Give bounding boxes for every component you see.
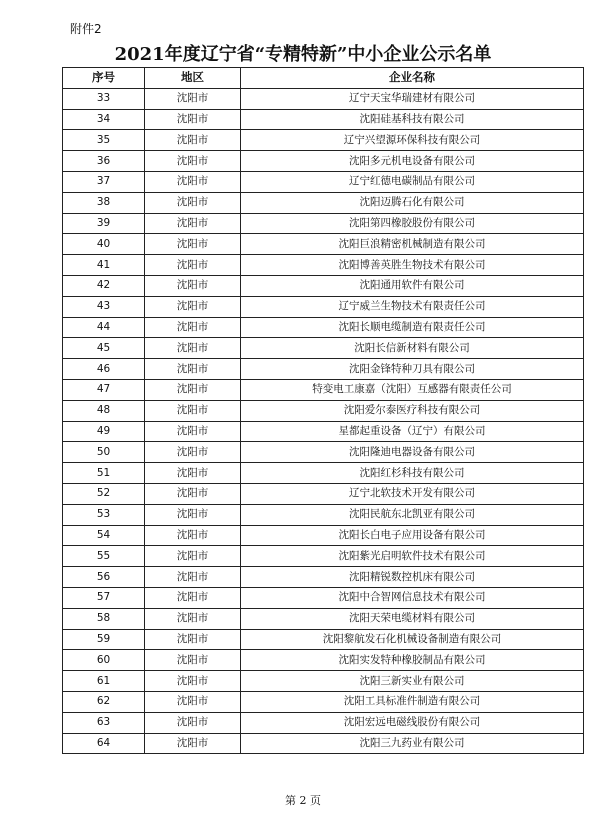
cell-region: 沈阳市 [145,608,241,629]
cell-company-name: 辽宁北软技术开发有限公司 [241,483,584,504]
cell-company-name: 沈阳工具标准件制造有限公司 [241,691,584,712]
cell-index: 37 [63,171,145,192]
cell-region: 沈阳市 [145,171,241,192]
cell-company-name: 沈阳民航东北凯亚有限公司 [241,504,584,525]
header-index: 序号 [63,68,145,89]
cell-index: 41 [63,255,145,276]
cell-index: 60 [63,650,145,671]
cell-region: 沈阳市 [145,650,241,671]
table-row [63,421,584,442]
cell-region: 沈阳市 [145,587,241,608]
cell-company-name: 沈阳中合智网信息技术有限公司 [241,587,584,608]
table-row [63,442,584,463]
table-row [63,733,584,754]
cell-index: 53 [63,504,145,525]
table-row [63,525,584,546]
cell-company-name: 沈阳博善英胜生物技术有限公司 [241,255,584,276]
cell-region: 沈阳市 [145,192,241,213]
cell-company-name: 沈阳通用软件有限公司 [241,275,584,296]
cell-company-name: 沈阳三九药业有限公司 [241,733,584,754]
cell-region: 沈阳市 [145,671,241,692]
cell-index: 43 [63,296,145,317]
table-row [63,379,584,400]
cell-company-name: 沈阳宏远电磁线股份有限公司 [241,712,584,733]
cell-company-name: 沈阳实发特种橡胶制品有限公司 [241,650,584,671]
cell-region: 沈阳市 [145,567,241,588]
cell-company-name: 沈阳天荣电缆材料有限公司 [241,608,584,629]
cell-region: 沈阳市 [145,525,241,546]
table-row [63,671,584,692]
table-row [63,255,584,276]
cell-company-name: 沈阳迈腾石化有限公司 [241,192,584,213]
cell-region: 沈阳市 [145,359,241,380]
cell-index: 45 [63,338,145,359]
cell-index: 47 [63,379,145,400]
cell-index: 33 [63,88,145,109]
cell-region: 沈阳市 [145,338,241,359]
cell-company-name: 沈阳长顺电缆制造有限责任公司 [241,317,584,338]
cell-region: 沈阳市 [145,442,241,463]
table-row [63,608,584,629]
cell-company-name: 沈阳巨浪精密机械制造有限公司 [241,234,584,255]
cell-index: 54 [63,525,145,546]
table-row [63,504,584,525]
cell-region: 沈阳市 [145,733,241,754]
cell-region: 沈阳市 [145,379,241,400]
table-row [63,546,584,567]
cell-index: 59 [63,629,145,650]
cell-region: 沈阳市 [145,255,241,276]
cell-company-name: 辽宁天宝华瑞建材有限公司 [241,88,584,109]
cell-region: 沈阳市 [145,296,241,317]
table-row [63,587,584,608]
cell-region: 沈阳市 [145,546,241,567]
table-row [63,400,584,421]
table-row [63,213,584,234]
cell-index: 34 [63,109,145,130]
table-row [63,483,584,504]
table-header-row [63,68,584,89]
cell-region: 沈阳市 [145,483,241,504]
table-row [63,109,584,130]
header-region: 地区 [145,68,241,89]
cell-index: 51 [63,463,145,484]
table-row [63,691,584,712]
company-list-table [62,67,584,754]
cell-index: 52 [63,483,145,504]
table-row [63,234,584,255]
table-row [63,88,584,109]
table-row [63,171,584,192]
cell-region: 沈阳市 [145,712,241,733]
table-row [63,712,584,733]
table-row [63,338,584,359]
cell-index: 39 [63,213,145,234]
table-row [63,629,584,650]
cell-index: 49 [63,421,145,442]
cell-index: 40 [63,234,145,255]
cell-company-name: 沈阳爱尔泰医疗科技有限公司 [241,400,584,421]
cell-company-name: 特变电工康嘉（沈阳）互感器有限责任公司 [241,379,584,400]
cell-company-name: 沈阳黎航发石化机械设备制造有限公司 [241,629,584,650]
cell-region: 沈阳市 [145,109,241,130]
cell-region: 沈阳市 [145,691,241,712]
cell-index: 63 [63,712,145,733]
cell-index: 36 [63,151,145,172]
cell-index: 62 [63,691,145,712]
cell-index: 42 [63,275,145,296]
cell-index: 64 [63,733,145,754]
cell-index: 56 [63,567,145,588]
cell-index: 57 [63,587,145,608]
cell-company-name: 沈阳硅基科技有限公司 [241,109,584,130]
cell-region: 沈阳市 [145,275,241,296]
cell-region: 沈阳市 [145,234,241,255]
table-row [63,650,584,671]
cell-region: 沈阳市 [145,421,241,442]
attachment-label: 附件2 [70,22,102,36]
cell-region: 沈阳市 [145,130,241,151]
cell-index: 46 [63,359,145,380]
table-row [63,192,584,213]
cell-index: 35 [63,130,145,151]
table-row [63,275,584,296]
cell-company-name: 沈阳三新实业有限公司 [241,671,584,692]
cell-index: 61 [63,671,145,692]
table-row [63,463,584,484]
table-row [63,359,584,380]
cell-region: 沈阳市 [145,400,241,421]
table-row [63,567,584,588]
cell-company-name: 星都起重设备（辽宁）有限公司 [241,421,584,442]
cell-company-name: 沈阳第四橡胶股份有限公司 [241,213,584,234]
cell-company-name: 辽宁兴望源环保科技有限公司 [241,130,584,151]
cell-company-name: 辽宁红德电碳制品有限公司 [241,171,584,192]
cell-company-name: 沈阳隆迪电器设备有限公司 [241,442,584,463]
cell-company-name: 沈阳多元机电设备有限公司 [241,151,584,172]
cell-index: 55 [63,546,145,567]
cell-company-name: 沈阳长信新材料有限公司 [241,338,584,359]
cell-region: 沈阳市 [145,88,241,109]
cell-index: 44 [63,317,145,338]
cell-company-name: 沈阳金锋特种刀具有限公司 [241,359,584,380]
page-title: 2021年度辽宁省“专精特新”中小企业公示名单 [114,44,492,65]
cell-company-name: 沈阳精锐数控机床有限公司 [241,567,584,588]
cell-company-name: 沈阳紫光启明软件技术有限公司 [241,546,584,567]
cell-region: 沈阳市 [145,213,241,234]
cell-region: 沈阳市 [145,504,241,525]
table-row [63,130,584,151]
table-row [63,296,584,317]
cell-index: 50 [63,442,145,463]
cell-index: 38 [63,192,145,213]
cell-region: 沈阳市 [145,317,241,338]
cell-company-name: 沈阳长白电子应用设备有限公司 [241,525,584,546]
table-row [63,151,584,172]
page-number: 第 2 页 [285,794,321,807]
header-company-name: 企业名称 [241,68,584,89]
cell-index: 48 [63,400,145,421]
table-row [63,317,584,338]
cell-region: 沈阳市 [145,629,241,650]
cell-index: 58 [63,608,145,629]
cell-region: 沈阳市 [145,463,241,484]
cell-company-name: 沈阳红杉科技有限公司 [241,463,584,484]
cell-region: 沈阳市 [145,151,241,172]
cell-company-name: 辽宁威兰生物技术有限责任公司 [241,296,584,317]
